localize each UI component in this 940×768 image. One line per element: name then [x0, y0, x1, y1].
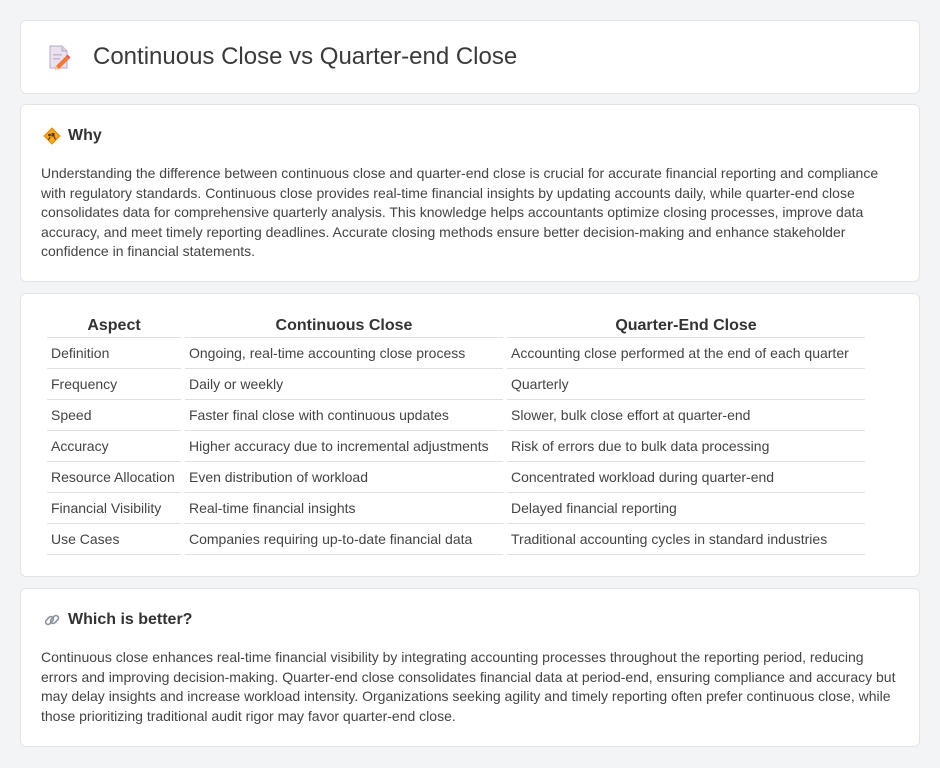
header-quarter-end-close: Quarter-End Close	[507, 314, 865, 338]
table-row	[47, 400, 865, 431]
better-heading: Which is better?	[68, 611, 193, 628]
table-row	[47, 493, 865, 524]
link-icon	[43, 611, 61, 629]
quarter-end-cell: Traditional accounting cycles in standard industries	[507, 524, 865, 555]
quarter-end-cell: Risk of errors due to bulk data processing	[507, 431, 865, 462]
why-heading-row	[21, 105, 919, 145]
quarter-end-cell: Accounting close performed at the end of each quarter	[507, 338, 865, 369]
better-heading-row	[21, 589, 919, 629]
continuous-cell: Faster final close with continuous updates	[185, 400, 503, 431]
table-row	[47, 431, 865, 462]
continuous-cell: Higher accuracy due to incremental adjustments	[185, 431, 503, 462]
aspect-cell: Definition	[47, 338, 181, 369]
header-aspect: Aspect	[47, 314, 181, 338]
aspect-cell: Speed	[47, 400, 181, 431]
better-text: Continuous close enhances real-time financial visibility by integrating accounting processes throughout the reporting period, reducing errors and improving decision-making. Quarter-end close consolidates financial data at period-end, ensuring compliance and accuracy but may delay insights and increase workload intensity. Organizations seeking agility and timely reporting often prefer continuous close, while those prioritizing traditional audit rigor may favor quarter-end close.	[41, 649, 896, 724]
which-is-better-card	[20, 588, 920, 747]
comparison-table-card	[20, 293, 920, 577]
quarter-end-cell: Concentrated workload during quarter-end	[507, 462, 865, 493]
diamond-sign-icon	[43, 127, 61, 145]
table-row	[47, 338, 865, 369]
table-row	[47, 462, 865, 493]
title-card	[20, 20, 920, 94]
why-text: Understanding the difference between continuous close and quarter-end close is crucial for accurate financial reporting and compliance with regulatory standards. Continuous close provides real-time financial insights by updating accounts daily, while quarter-end close consolidates data for comprehensive quarterly analysis. This knowledge helps accountants optimize closing processes, improve data accuracy, and meet timely reporting deadlines. Accurate closing methods ensure better decision-making and enhance stakeholder confidence in financial statements.	[41, 165, 879, 260]
continuous-cell: Real-time financial insights	[185, 493, 503, 524]
aspect-cell: Frequency	[47, 369, 181, 400]
document-pencil-icon	[45, 43, 73, 71]
why-heading: Why	[68, 127, 102, 144]
aspect-cell: Accuracy	[47, 431, 181, 462]
comparison-table	[43, 314, 869, 555]
continuous-cell: Even distribution of workload	[185, 462, 503, 493]
header-continuous-close: Continuous Close	[185, 314, 503, 338]
table-row	[47, 524, 865, 555]
aspect-cell: Use Cases	[47, 524, 181, 555]
continuous-cell: Daily or weekly	[185, 369, 503, 400]
why-card	[20, 104, 920, 282]
title-row	[21, 21, 919, 93]
table-header-row	[47, 314, 865, 338]
aspect-cell: Financial Visibility	[47, 493, 181, 524]
continuous-cell: Companies requiring up-to-date financial data	[185, 524, 503, 555]
table-row	[47, 369, 865, 400]
aspect-cell: Resource Allocation	[47, 462, 181, 493]
quarter-end-cell: Quarterly	[507, 369, 865, 400]
quarter-end-cell: Delayed financial reporting	[507, 493, 865, 524]
page-title: Continuous Close vs Quarter-end Close	[93, 43, 518, 70]
continuous-cell: Ongoing, real-time accounting close process	[185, 338, 503, 369]
quarter-end-cell: Slower, bulk close effort at quarter-end	[507, 400, 865, 431]
